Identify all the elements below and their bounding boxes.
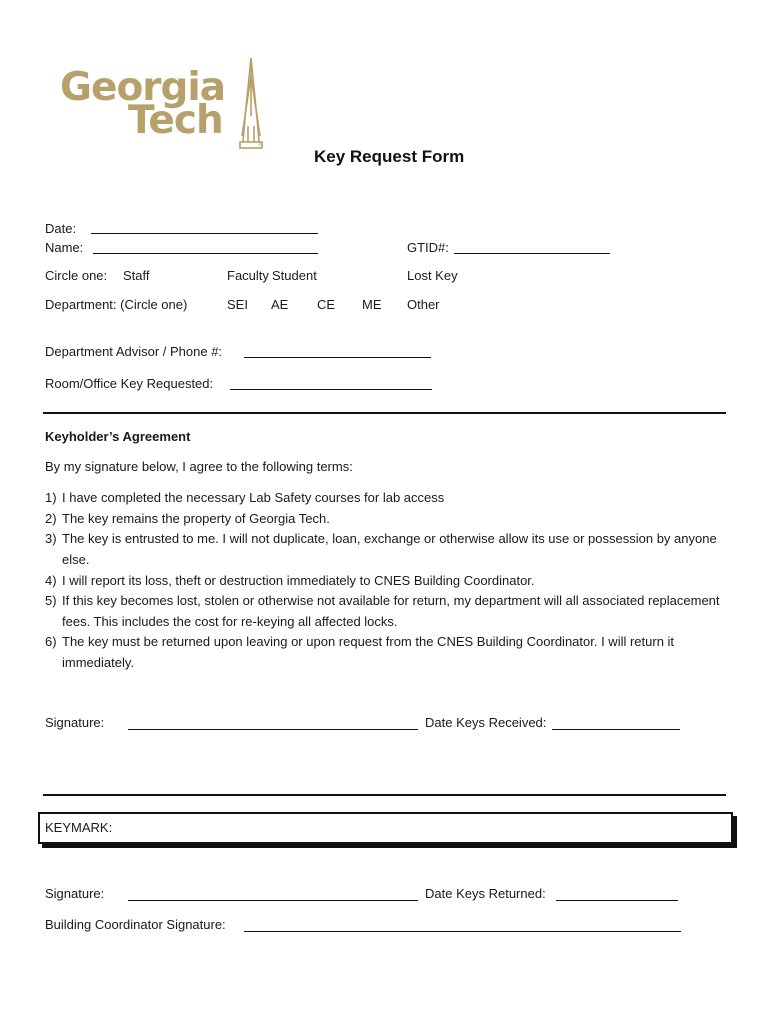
circle-one-label: Circle one:: [45, 268, 108, 283]
gtid-field[interactable]: [454, 253, 610, 254]
return-signature-field[interactable]: [128, 900, 418, 901]
keymark-box[interactable]: [38, 812, 733, 844]
list-text: The key remains the property of Georgia Tech.: [62, 511, 330, 526]
advisor-field[interactable]: [244, 357, 431, 358]
department-option-sei[interactable]: SEI: [227, 297, 248, 312]
tech-tower-icon: [236, 56, 270, 152]
logo-line-georgia: Georgia: [60, 65, 226, 110]
signature-label: Signature:: [45, 715, 105, 730]
date-field[interactable]: [91, 233, 318, 234]
list-text: The key is entrusted to me. I will not duplicate, loan, exchange or otherwise allow its use or possession by anyone else.: [62, 531, 717, 567]
list-number: 4): [45, 573, 57, 588]
date-keys-returned-field[interactable]: [556, 900, 678, 901]
option-staff[interactable]: Staff: [123, 268, 150, 283]
list-text: I will report its loss, theft or destruction immediately to CNES Building Coordinator.: [62, 573, 535, 588]
return-signature-label: Signature:: [45, 886, 105, 901]
list-number: 1): [45, 490, 57, 505]
list-item: [45, 509, 725, 530]
list-item: [45, 571, 725, 592]
signature-field[interactable]: [128, 729, 418, 730]
department-option-other[interactable]: Other: [407, 297, 440, 312]
department-option-ae[interactable]: AE: [271, 297, 289, 312]
list-number: 6): [45, 634, 57, 649]
agreement-intro: By my signature below, I agree to the following terms:: [45, 459, 353, 474]
trademark-mark: ®: [258, 142, 263, 148]
room-label: Room/Office Key Requested:: [45, 376, 214, 391]
list-item: [45, 591, 725, 632]
building-coordinator-label: Building Coordinator Signature:: [45, 917, 226, 932]
name-label: Name:: [45, 240, 84, 255]
list-number: 5): [45, 593, 57, 608]
list-text: If this key becomes lost, stolen or otherwise not available for return, my department will all associated replacement fees. This includes the cost for re-keying all affected locks.: [62, 593, 720, 629]
list-item: [45, 488, 725, 509]
option-faculty[interactable]: Faculty: [227, 268, 269, 283]
option-student[interactable]: Student: [272, 268, 317, 283]
building-coordinator-signature-field[interactable]: [244, 931, 681, 932]
date-keys-received-field[interactable]: [552, 729, 680, 730]
page-title: Key Request Form: [314, 147, 465, 166]
keymark-label: KEYMARK:: [45, 820, 113, 835]
list-text: The key must be returned upon leaving or upon request from the CNES Building Coordinator. I will return it immediately.: [62, 634, 675, 670]
advisor-label: Department Advisor / Phone #:: [45, 344, 223, 359]
option-lost-key[interactable]: Lost Key: [407, 268, 458, 283]
name-field[interactable]: [93, 253, 318, 254]
department-option-me[interactable]: ME: [362, 297, 382, 312]
agreement-heading: Keyholder’s Agreement: [45, 429, 191, 444]
gtid-label: GTID#:: [407, 240, 449, 255]
department-option-ce[interactable]: CE: [317, 297, 336, 312]
section-divider: [43, 412, 726, 414]
room-field[interactable]: [230, 389, 432, 390]
list-item: [45, 529, 725, 570]
section-divider: [43, 794, 726, 796]
date-keys-received-label: Date Keys Received:: [425, 715, 547, 730]
list-number: 2): [45, 511, 57, 526]
list-item: [45, 632, 725, 673]
logo-line-tech: Tech: [128, 98, 223, 143]
list-text: I have completed the necessary Lab Safety courses for lab access: [62, 490, 445, 505]
list-number: 3): [45, 531, 57, 546]
date-keys-returned-label: Date Keys Returned:: [425, 886, 546, 901]
department-label: Department: (Circle one): [45, 297, 188, 312]
date-label: Date:: [45, 221, 77, 236]
